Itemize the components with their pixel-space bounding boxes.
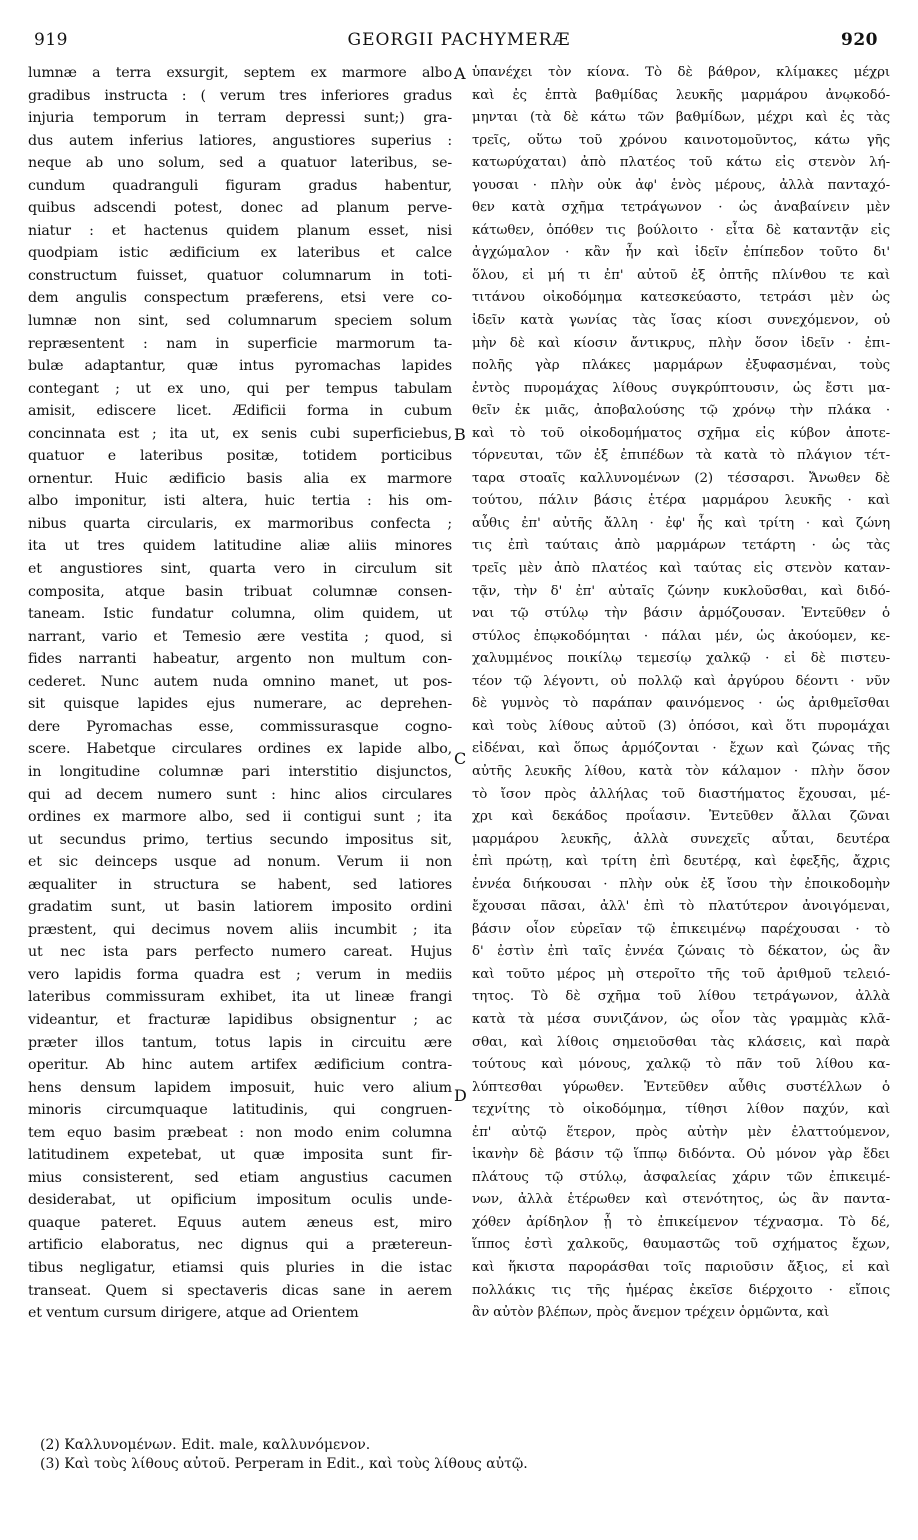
text-line: κατὰ τὰ μέσα συνιζάνον, ὡς οἷον τὰς γραμμὰς κλᾶ-	[472, 1011, 890, 1027]
text-line: narrant, vario et Temesio ære vestita ; quod, si	[28, 628, 452, 645]
text-line: bulæ adaptantur, quæ intus pyromachas lapides	[28, 358, 452, 375]
text-line: καὶ ἥκιστα παροράσθαι τοῖς παριοῦσιν ἄξιος, εἰ καὶ	[472, 1259, 890, 1275]
text-line: τητος. Τὸ δὲ σχῆμα τοῦ λίθου τετράγωνον, ἀλλὰ	[472, 989, 890, 1005]
text-line: ut secundus primo, tertius secundo impositus sit,	[28, 831, 452, 848]
text-line: καὶ τοῦτο μέρος μὴ στεροῖτο τῆς τοῦ ἀριθμοῦ τελειό-	[472, 966, 890, 982]
text-line: τεχνίτης τὸ οἰκοδόμημα, τίθησι λίθον παχύν, καὶ	[472, 1102, 890, 1118]
text-line: δ' ἐστὶν ἐπὶ ταῖς ἐννέα ζώναις τὸ δέκατον, ὡς ἂν	[472, 944, 890, 960]
text-line: τις ἐπὶ ταύταις ἀπὸ μαρμάρων τετάρτη · ὡς τὰς	[472, 538, 890, 554]
text-line: in longitudine columnæ pari interstitio disjunctos,	[28, 763, 452, 780]
text-line: πολλάκις τις τῆς ἡμέρας ἐκεῖσε διέρχοιτο · εἴποις	[472, 1282, 890, 1298]
text-line: ἵππος ἐστὶ χαλκοῦς, θαυμαστῶς τοῦ σχήματος ἔχων,	[472, 1237, 890, 1253]
text-line: præter illos tantum, totus lapis in circuitu ære	[28, 1034, 452, 1051]
text-line: desiderabat, ut opificium impositum oculis unde-	[28, 1192, 452, 1209]
text-line: τὸ ἴσον πρὸς ἀλλήλας τοῦ διαστήματος ἔχουσαι, μέ-	[472, 786, 890, 802]
text-line: αὐτῆς λευκῆς λίθου, κατὰ τὸν κάλαμον · πλὴν ὅσον	[472, 763, 890, 779]
text-line: ἐντὸς πυρομάχας λίθους συγκρύπτουσιν, ὡς ἔστι μα-	[472, 380, 890, 396]
text-line: operitur. Ab hinc autem artifex ædificium contra-	[28, 1057, 452, 1074]
text-line: constructum fuisset, quatuor columnarum in toti-	[28, 267, 452, 284]
text-line: μηνται (τὰ δὲ κάτω τῶν βαθμίδων, μέχρι καὶ ἐς τὰς	[472, 110, 890, 126]
margin-marker-b: B	[454, 425, 466, 444]
text-line: qui ad decem numero sunt : hinc alios circulares	[28, 786, 452, 803]
text-line: ἀγχώμαλον · κἂν ἦν καὶ ἰδεῖν ἐπίπεδον τοῦτο δι'	[472, 245, 890, 261]
text-line: quaque pateret. Equus autem æneus est, miro	[28, 1214, 452, 1231]
text-line: ἱκανὴν δὲ βάσιν τῷ ἵππῳ διδόντα. Οὐ μόνον γὰρ ἔδει	[472, 1147, 890, 1163]
text-line: πολῆς γὰρ πλάκες μαρμάρων ἐξυφασμέναι, τοὺς	[472, 358, 890, 374]
text-line: τέον τῷ λέγοντι, οὐ πολλῷ καὶ ἀργύρου δέοντι · νῦν	[472, 673, 890, 689]
text-line: πλάτους τῷ στύλῳ, ἀσφαλείας χάριν τῶν ἐπικειμέ-	[472, 1169, 890, 1185]
text-line: scere. Habetque circulares ordines ex lapide albo,	[28, 741, 452, 758]
left-page-number: 919	[34, 30, 68, 50]
text-line: contegant ; ut ex uno, qui per tempus tabulam	[28, 380, 452, 397]
text-line: tibus negligatur, etiamsi quis pluries in die istac	[28, 1259, 452, 1276]
text-line: μὴν δὲ καὶ κίοσιν ἄντικρυς, πλὴν ὅσον ἰδεῖν · ἐπι-	[472, 335, 890, 351]
text-line: θεῖν ἐκ μιᾶς, ἀποβαλούσης τῷ χρόνῳ τὴν πλάκα ·	[472, 403, 890, 419]
text-line: κατωρύχαται) ἀπὸ πλατέος τοῦ κάτω εἰς στενὸν λή-	[472, 155, 890, 171]
margin-marker-a: A	[454, 64, 466, 83]
text-line: cundum quadranguli figuram gradus habentur,	[28, 177, 452, 194]
running-title: GEORGII PACHYMERÆ	[347, 30, 571, 50]
text-line: ordines ex marmore albo, sed ii contigui sunt ; ita	[28, 809, 452, 826]
text-line: τούτους καὶ μόνους, χαλκῷ τὸ πᾶν τοῦ λίθου κα-	[472, 1057, 890, 1073]
text-line: dem angulis conspectum præferens, etsi vere co-	[28, 290, 452, 307]
text-line: ὅλου, εἰ μή τι ἐπ' αὐτοῦ ἐξ ὀπτῆς πλίνθου τε καὶ	[472, 267, 890, 283]
text-line: albo imponitur, isti altera, huic tertia : his om-	[28, 493, 452, 510]
text-line: præstent, qui decimus novem aliis incumbit ; ita	[28, 921, 452, 938]
text-line: nibus quarta circularis, ex marmoribus confecta ;	[28, 515, 452, 532]
text-line: vero lapidis forma quadra est ; verum in mediis	[28, 966, 452, 983]
text-line: quodpiam istic ædificium ex lateribus et calce	[28, 245, 452, 262]
text-line: ἐπ' αὐτῷ ἕτερον, πρὸς αὐτὴν μὲν ἐλαττούμενον,	[472, 1124, 890, 1140]
text-line: transeat. Quem si spectaveris dicas sane in aerem	[28, 1282, 452, 1299]
text-line: κάτωθεν, ὁπόθεν τις βούλοιτο · εἶτα δὲ καταντᾷν εἰς	[472, 222, 890, 238]
text-line: videantur, et fracturæ lapidibus obsignentur ; ac	[28, 1011, 452, 1028]
text-line: cederet. Nunc autem nuda omnino manet, ut pos-	[28, 673, 452, 690]
text-line: composita, atque basin tribuat columnæ consen-	[28, 583, 452, 600]
text-line: τιτάνου οἰκοδόμημα κατεσκεύαστο, τετράσι μὲν ὡς	[472, 290, 890, 306]
text-line: niatur : et hactenus quidem planum esset, nisi	[28, 222, 452, 239]
text-line: tem equo basim præbeat : non modo enim columna	[28, 1124, 452, 1141]
text-line: καὶ ἐς ἑπτὰ βαθμίδας λευκῆς μαρμάρου ἀνῳκοδό-	[472, 87, 890, 103]
right-page-number: 920	[841, 30, 878, 50]
text-line: concinnata est ; ita ut, ex senis cubi superficiebus,	[28, 425, 452, 442]
text-line: ἐπὶ πρώτῃ, καὶ τρίτη ἐπὶ δευτέρᾳ, καὶ ἐφεξῆς, ἄχρις	[472, 854, 890, 870]
text-line: fides narranti habeatur, argento non multum con-	[28, 651, 452, 668]
text-line: amisit, ediscere licet. Ædificii forma in cubum	[28, 403, 452, 420]
text-line: dus autem inferius latiores, angustiores superius :	[28, 132, 452, 149]
text-line: quatuor e lateribus positæ, totidem porticibus	[28, 448, 452, 465]
text-line: ναι τῷ στύλῳ τὴν βάσιν ἁρμόζουσαν. Ἐντεῦθεν ὁ	[472, 606, 890, 622]
text-line: βάσιν οἷον εὐρεῖαν τῷ ἐπικειμένῳ παρέχουσαι · τὸ	[472, 921, 890, 937]
text-line: θεν κατὰ σχῆμα τετράγωνον · ὡς ἀναβαίνειν μὲν	[472, 200, 890, 216]
text-line: et sic deinceps usque ad nonum. Verum ii non	[28, 854, 452, 871]
text-line: gradibus instructa : ( verum tres inferiores gradus	[28, 87, 452, 104]
text-line: sit quisque lapides ejus numerare, ac deprehen-	[28, 696, 452, 713]
text-line: æqualiter in structura se habent, sed latiores	[28, 876, 452, 893]
text-line: lateribus commissuram exhibet, ita ut lineæ frangi	[28, 989, 452, 1006]
text-line: τούτου, πάλιν βάσις ἑτέρα μαρμάρου λευκῆς · καὶ	[472, 493, 890, 509]
text-line: σθαι, καὶ λίθοις σημειοῦσθαι τὰς κλάσεις, καὶ παρὰ	[472, 1034, 890, 1050]
text-line: lumnæ non sint, sed columnarum speciem solum	[28, 313, 452, 330]
text-line: latitudinem expetebat, ut quæ imposita sunt fir-	[28, 1147, 452, 1164]
text-line: δὲ γυμνὸς τὸ παράπαν φαινόμενος · ὡς ἀριθμεῖσθαι	[472, 696, 890, 712]
text-line: minoris circumquaque latitudinis, qui congruen-	[28, 1102, 452, 1119]
text-line: ἐννέα διήκουσαι · πλὴν οὐκ ἐξ ἴσου τὴν ἐποικοδομὴν	[472, 876, 890, 892]
text-line: μαρμάρου λευκῆς, ἀλλὰ συνεχεῖς αὗται, δευτέρα	[472, 831, 890, 847]
text-line: neque ab uno solum, sed a quatuor lateribus, se-	[28, 155, 452, 172]
text-line: taneam. Istic fundatur columna, olim quidem, ut	[28, 606, 452, 623]
text-line: χαλυμμένος ποικίλῳ τεμεσίῳ χαλκῷ · εἰ δὲ πιστευ-	[472, 651, 890, 667]
text-line: γουσαι · πλὴν οὐκ ἀφ' ἑνὸς μέρους, ἀλλὰ πανταχό-	[472, 177, 890, 193]
text-line: ut nec ista pars perfecto numero careat. Hujus	[28, 944, 452, 961]
text-line: ἂν αὐτὸν βλέπων, πρὸς ἄνεμον τρέχειν ὁρμῶντα, καὶ	[472, 1305, 830, 1321]
text-line: ornentur. Huic ædificio basis alia ex marmore	[28, 470, 452, 487]
text-line: στύλος ἐπῳκοδόμηται · πάλαι μέν, ὡς ἀκούομεν, κε-	[472, 628, 890, 644]
text-line: quibus adscendi potest, donec ad planum perve-	[28, 200, 452, 217]
footnote-3: (3) Καὶ τοὺς λίθους αὐτοῦ. Perperam in Edit., καὶ τοὺς λίθους αὐτῷ.	[40, 1456, 528, 1472]
text-line: καὶ τοὺς λίθους αὐτοῦ (3) ὁπόσοι, καὶ ὅτι πυρομάχαι	[472, 718, 890, 734]
text-line: gradatim sunt, ut basin latiorem imposito ordini	[28, 899, 452, 916]
text-line: χόθεν ἀρίδηλον ᾖ τὸ ἐπικείμενον τέχνασμα. Τὸ δέ,	[472, 1214, 890, 1230]
latin-text-column	[28, 62, 452, 1325]
text-line: ἔχουσαι πᾶσαι, ἀλλ' ἐπὶ τὸ πλατύτερον ἀνοιγόμεναι,	[472, 899, 890, 915]
text-line: repræsentent : nam in superficie marmorum ta-	[28, 335, 452, 352]
text-line: τᾷν, τὴν δ' ἐπ' αὐταῖς ζώνην κυκλοῦσθαι, καὶ διδό-	[472, 583, 890, 599]
text-line: αὖθις ἐπ' αὐτῆς ἄλλη · ἐφ' ἧς καὶ τρίτη · καὶ ζώνη	[472, 515, 890, 531]
text-line: ἰδεῖν κατὰ γωνίας τὰς ἴσας κίοσι συνεχόμενον, οὐ	[472, 313, 890, 329]
text-line: τρεῖς μὲν ἀπὸ πλατέος καὶ ταύτας εἰς στενὸν καταν-	[472, 561, 890, 577]
text-line: τρεῖς, οὕτω τοῦ χρόνου καινοτομοῦντος, κάτω γῆς	[472, 132, 890, 148]
text-line: νων, ἀλλὰ ἑτέρωθεν καὶ στενότητος, ὡς ἂν παντα-	[472, 1192, 890, 1208]
text-line: χρι καὶ δεκάδος προΐασιν. Ἐντεῦθεν ἄλλαι ζῶναι	[472, 809, 890, 825]
text-line: et angustiores sint, quarta vero in circulum sit	[28, 561, 452, 578]
text-line: artificio elaboratus, nec dignus qui a prætereun-	[28, 1237, 452, 1254]
text-line: τόρνευται, τῶν ἐξ ἐπιπέδων τὰ κατὰ τὸ πλάγιον τέτ-	[472, 448, 890, 464]
text-line: dere Pyromachas esse, commissurasque cogno-	[28, 718, 452, 735]
greek-text-column	[472, 62, 890, 1325]
margin-marker-d: D	[454, 1086, 467, 1105]
text-line: εἰδέναι, καὶ ὅπως ἁρμόζονται · ἔχων καὶ ζώνας τῆς	[472, 741, 890, 757]
text-line: ita ut tres quidem latitudine aliæ aliis minores	[28, 538, 452, 555]
text-line: hens densum lapidem imposuit, huic vero alium	[28, 1079, 452, 1096]
footnotes	[40, 1436, 890, 1474]
text-line: et ventum cursum dirigere, atque ad Orientem	[28, 1305, 359, 1322]
text-line: lumnæ a terra exsurgit, septem ex marmore albo	[28, 65, 452, 81]
text-line: καὶ τὸ τοῦ οἰκοδομήματος σχῆμα εἰς κύβον ἀποτε-	[472, 425, 890, 441]
text-line: mius consisterent, sed etiam angustius cacumen	[28, 1169, 452, 1186]
text-line: ὑπανέχει τὸν κίονα. Τὸ δὲ βάθρον, κλίμακες μέχρι	[472, 65, 890, 80]
footnote-2: (2) Καλλυνομένων. Edit. male, καλλυνόμενον.	[40, 1437, 371, 1453]
text-line: ταρα στοαῖς καλλυνομένων (2) τέσσαρσι. Ἄνωθεν δὲ	[472, 470, 890, 486]
text-line: λύπτεσθαι γύρωθεν. Ἐντεῦθεν αὖθις συστέλλων ὁ	[472, 1079, 890, 1095]
text-line: injuria temporum in terram depressi sunt;) gra-	[28, 110, 452, 127]
margin-marker-c: C	[454, 749, 467, 768]
